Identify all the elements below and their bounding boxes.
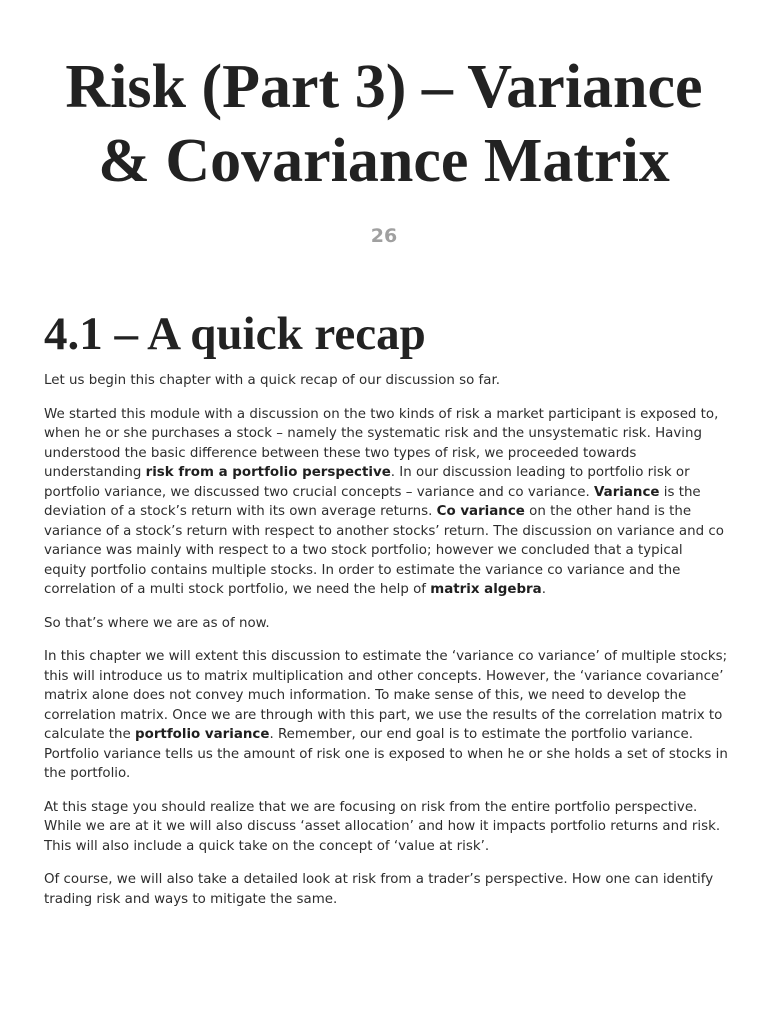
chapter-title: Risk (Part 3) – Variance & Covariance Matrix [65, 53, 703, 195]
paragraph-intro: Let us begin this chapter with a quick recap of our discussion so far. [44, 373, 501, 388]
paragraph-trader-perspective: Of course, we will also take a detailed look at risk from a trader’s perspective. How one can identify trading risk and ways to mitigate the same. [44, 872, 714, 907]
text-run: on the other hand is the variance of a stock’s return with respect to another stocks’ return. The discussion on variance and co variance was mainly with respect to a two stock portfolio; however we concluded that a typical equity portfolio contains multiple stocks. In order to estimate the variance co variance and the correlation of a multi stock portfolio, we need the help of [44, 504, 724, 597]
bold-term-co-variance: Co variance [436, 504, 525, 519]
paragraph-chapter-plan [44, 647, 728, 784]
text-run: . In our discussion leading to portfolio risk or portfolio variance, we discussed two crucial concepts – variance and co variance. [44, 465, 690, 500]
paragraph-asset-allocation: At this stage you should realize that we are focusing on risk from the entire portfolio perspective. While we are at it we will also discuss ‘asset allocation’ and how it impacts portfolio returns and risk. This will also include a quick take on the concept of ‘value at risk’. [44, 799, 721, 854]
text-run: We started this module with a discussion on the two kinds of risk a market participant is exposed to, when he or she purchases a stock – namely the systematic risk and the unsystematic risk. Having understood the basic difference between these two types of risk, we proceeded towards understanding [44, 406, 719, 480]
bold-term-variance: Variance [594, 484, 660, 500]
text-run: In this chapter we will extent this discussion to estimate the ‘variance co variance’ of multiple stocks; this will introduce us to matrix multiplication and other concepts. However, the ‘variance covariance’ matrix alone does not convey much information. To make sense of this, we need to develop the correlation matrix. Once we are through with this part, we use the results of the correlation matrix to calculate the [44, 649, 728, 742]
paragraph-status: So that’s where we are as of now. [44, 615, 270, 631]
section-heading: 4.1 – A quick recap [44, 308, 426, 360]
chapter-number: 26 [370, 225, 398, 247]
bold-term-portfolio-perspective: risk from a portfolio perspective [145, 465, 391, 480]
text-run: is the deviation of a stock’s return with its own average returns. [44, 484, 701, 519]
text-run: . [541, 582, 546, 597]
section-body [44, 371, 728, 923]
paragraph-module-summary [44, 405, 728, 600]
text-run: . Remember, our end goal is to estimate the portfolio variance. Portfolio variance tells us the amount of risk one is exposed to when he or she holds a set of stocks in the portfolio. [44, 727, 728, 781]
bold-term-matrix-algebra: matrix algebra [430, 582, 542, 597]
bold-term-portfolio-variance: portfolio variance [135, 727, 270, 742]
